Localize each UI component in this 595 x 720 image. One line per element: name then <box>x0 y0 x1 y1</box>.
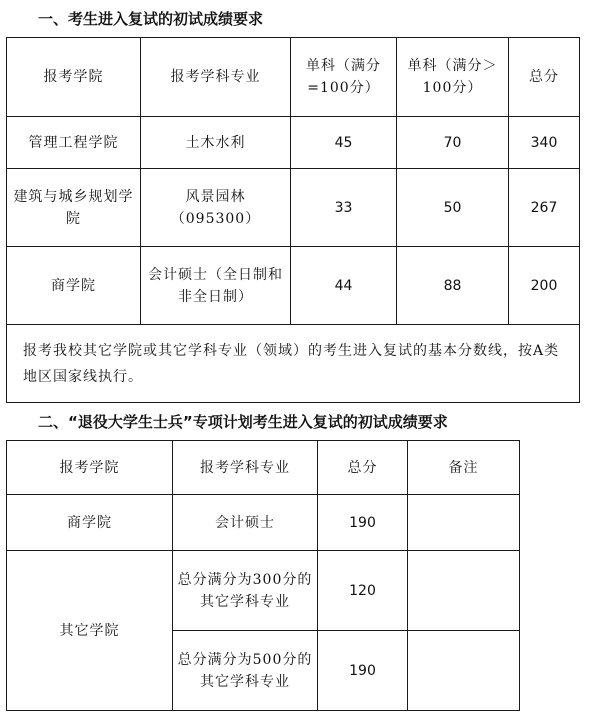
major-cell: 风景园林（095300） <box>141 169 291 247</box>
single-100-score: 33 <box>291 169 397 247</box>
header-single-over-100: 单科（满分＞100分） <box>397 38 509 117</box>
table-row <box>7 551 520 631</box>
header-total: 总分 <box>318 441 408 495</box>
veteran-score-table <box>6 440 520 711</box>
remark-cell <box>408 495 520 551</box>
table-row <box>7 495 520 551</box>
major-cell: 会计硕士（全日制和非全日制） <box>141 247 291 325</box>
single-100-score: 45 <box>291 117 397 169</box>
header-college: 报考学院 <box>7 441 173 495</box>
single-100-score: 44 <box>291 247 397 325</box>
college-cell: 建筑与城乡规划学院 <box>7 169 141 247</box>
major-cell: 土木水利 <box>141 117 291 169</box>
table-row <box>7 247 580 325</box>
total-score: 340 <box>509 117 580 169</box>
header-remark: 备注 <box>408 441 520 495</box>
section2-title: 二、“退役大学生士兵”专项计划考生进入复试的初试成绩要求 <box>38 413 448 431</box>
college-cell: 商学院 <box>7 247 141 325</box>
single-over-100-score: 50 <box>397 169 509 247</box>
note-row <box>7 325 580 403</box>
college-cell: 管理工程学院 <box>7 117 141 169</box>
admission-score-table <box>6 37 580 403</box>
header-college: 报考学院 <box>7 38 141 117</box>
note-text: 报考我校其它学院或其它学科专业（领域）的考生进入复试的基本分数线，按A类地区国家线执行。 <box>7 325 580 403</box>
table-row <box>7 169 580 247</box>
header-single-100: 单科（满分=100分） <box>291 38 397 117</box>
total-score: 190 <box>318 495 408 551</box>
total-score: 267 <box>509 169 580 247</box>
college-cell: 商学院 <box>7 495 173 551</box>
remark-cell <box>408 631 520 711</box>
section1-title: 一、考生进入复试的初试成绩要求 <box>38 10 264 28</box>
total-score: 120 <box>318 551 408 631</box>
table-header-row <box>7 38 580 117</box>
single-over-100-score: 88 <box>397 247 509 325</box>
table-header-row <box>7 441 520 495</box>
header-total: 总分 <box>509 38 580 117</box>
single-over-100-score: 70 <box>397 117 509 169</box>
major-cell: 总分满分为300分的其它学科专业 <box>173 551 318 631</box>
header-major: 报考学科专业 <box>141 38 291 117</box>
major-cell: 总分满分为500分的其它学科专业 <box>173 631 318 711</box>
remark-cell <box>408 551 520 631</box>
total-score: 190 <box>318 631 408 711</box>
header-major: 报考学科专业 <box>173 441 318 495</box>
college-cell: 其它学院 <box>7 551 173 711</box>
table-row <box>7 117 580 169</box>
major-cell: 会计硕士 <box>173 495 318 551</box>
total-score: 200 <box>509 247 580 325</box>
